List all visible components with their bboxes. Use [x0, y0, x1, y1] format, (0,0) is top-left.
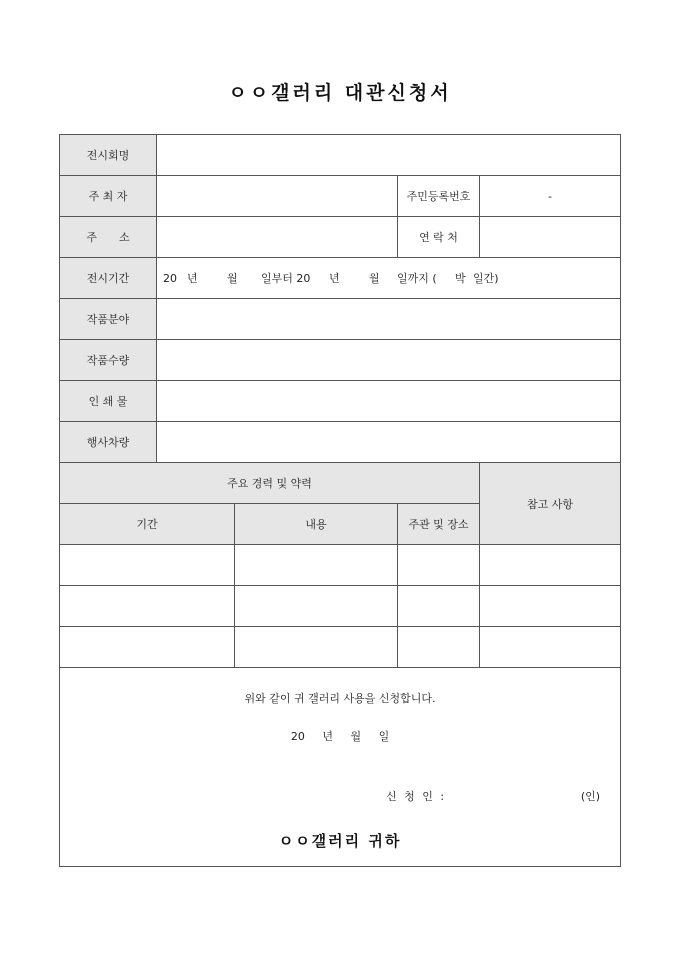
- career-header: 주요 경력 및 약력: [60, 463, 480, 504]
- career-content-cell[interactable]: [235, 545, 398, 586]
- exhibition-name-input[interactable]: [157, 135, 621, 176]
- exhibition-period-input[interactable]: [157, 258, 621, 299]
- career-column-organizer-place: 주관 및 장소: [398, 504, 480, 545]
- form-title: ㅇㅇ갤러리 대관신청서: [228, 82, 452, 104]
- period-days-label: 일간): [473, 272, 499, 285]
- seal-mark: (인): [580, 790, 601, 803]
- period-year-end-label: 년: [329, 272, 340, 285]
- applicant-label: 신 청 인 :: [386, 790, 447, 803]
- address-input[interactable]: [157, 217, 398, 258]
- period-month-label: 월: [227, 272, 238, 285]
- reference-header: 참고 사항: [480, 463, 621, 545]
- application-form-table: [59, 134, 621, 867]
- career-content-cell[interactable]: [235, 586, 398, 627]
- career-place-cell[interactable]: [398, 545, 480, 586]
- period-nights-label: 박: [455, 272, 466, 285]
- career-place-cell[interactable]: [398, 586, 480, 627]
- event-vehicle-input[interactable]: [157, 422, 621, 463]
- career-content-cell[interactable]: [235, 627, 398, 668]
- career-reference-cell[interactable]: [480, 545, 621, 586]
- printed-matter-input[interactable]: [157, 381, 621, 422]
- career-period-cell[interactable]: [60, 627, 235, 668]
- footer-section: [60, 668, 621, 867]
- career-row: [60, 545, 621, 586]
- row-exhibition-period: [60, 258, 621, 299]
- art-quantity-input[interactable]: [157, 340, 621, 381]
- period-year-label: 년: [187, 272, 198, 285]
- row-event-vehicle: [60, 422, 621, 463]
- art-quantity-label: 작품수량: [60, 340, 157, 381]
- career-period-cell[interactable]: [60, 545, 235, 586]
- period-year-start: 20: [163, 272, 177, 285]
- application-date: 20 년 월 일: [290, 730, 390, 743]
- organizer-input[interactable]: [157, 176, 398, 217]
- row-address: [60, 217, 621, 258]
- career-row: [60, 627, 621, 668]
- exhibition-name-label: 전시회명: [60, 135, 157, 176]
- row-career-header: [60, 463, 621, 504]
- period-from-label: 일부터 20: [261, 272, 311, 285]
- printed-matter-label: 인 쇄 물: [60, 381, 157, 422]
- resident-number-input[interactable]: -: [480, 176, 621, 217]
- art-field-label: 작품분야: [60, 299, 157, 340]
- art-field-input[interactable]: [157, 299, 621, 340]
- exhibition-period-label: 전시기간: [60, 258, 157, 299]
- career-column-period: 기간: [60, 504, 235, 545]
- addressee: ㅇㅇ갤러리 귀하: [278, 832, 402, 850]
- organizer-label: 주 최 자: [60, 176, 157, 217]
- resident-number-label: 주민등록번호: [398, 176, 480, 217]
- career-reference-cell[interactable]: [480, 586, 621, 627]
- row-art-quantity: [60, 340, 621, 381]
- career-reference-cell[interactable]: [480, 627, 621, 668]
- application-statement: 위와 같이 귀 갤러리 사용을 신청합니다.: [244, 692, 436, 705]
- contact-input[interactable]: [480, 217, 621, 258]
- period-until-label: 일까지 (: [397, 272, 437, 285]
- contact-label: 연 락 처: [398, 217, 480, 258]
- career-row: [60, 586, 621, 627]
- period-month-end-label: 월: [369, 272, 380, 285]
- row-art-field: [60, 299, 621, 340]
- career-period-cell[interactable]: [60, 586, 235, 627]
- row-organizer: [60, 176, 621, 217]
- row-footer: [60, 668, 621, 867]
- row-printed-matter: [60, 381, 621, 422]
- address-label: 주 소: [60, 217, 157, 258]
- row-exhibition-name: [60, 135, 621, 176]
- career-place-cell[interactable]: [398, 627, 480, 668]
- event-vehicle-label: 행사차량: [60, 422, 157, 463]
- career-column-content: 내용: [235, 504, 398, 545]
